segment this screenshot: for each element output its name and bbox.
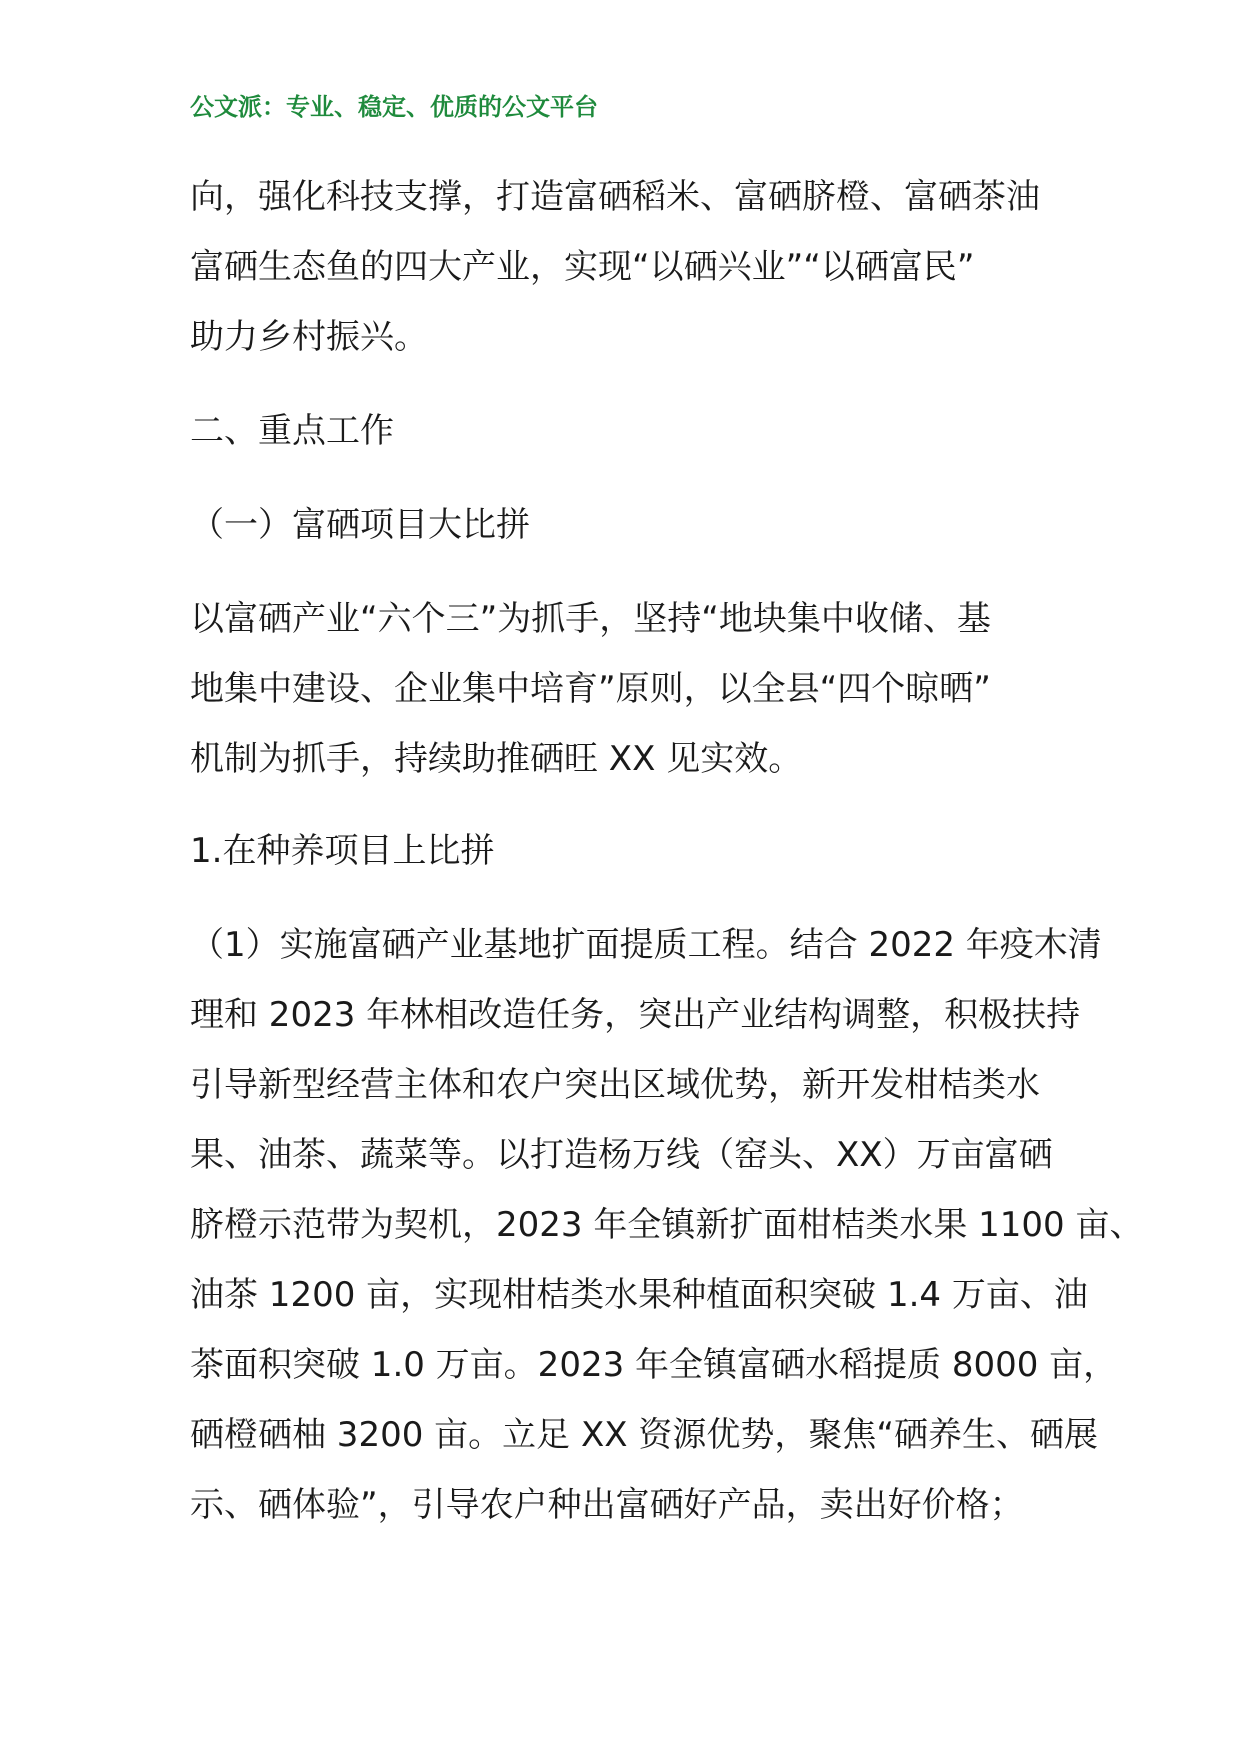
text-line: 引导新型经营主体和农户突出区域优势，新开发柑桔类水 bbox=[190, 1065, 1040, 1105]
text-line: 脐橙示范带为契机，2023 年全镇新扩面柑桔类水果 1100 亩、 bbox=[190, 1205, 1144, 1245]
subsection-heading: （一）富硒项目大比拼 bbox=[190, 505, 530, 545]
text-line: 机制为抓手，持续助推硒旺 XX 见实效。 bbox=[190, 739, 803, 779]
text-line: 向，强化科技支撑，打造富硒稻米、富硒脐橙、富硒茶油 bbox=[190, 177, 1040, 217]
item-heading: 1.在种养项目上比拼 bbox=[190, 831, 495, 871]
text-line: 果、油茶、蔬菜等。以打造杨万线（窑头、XX）万亩富硒 bbox=[190, 1135, 1053, 1175]
text-line: 油茶 1200 亩，实现柑桔类水果种植面积突破 1.4 万亩、油 bbox=[190, 1275, 1088, 1315]
text-line: 硒橙硒柚 3200 亩。立足 XX 资源优势，聚焦“硒养生、硒展 bbox=[190, 1415, 1098, 1455]
section-heading: 二、重点工作 bbox=[190, 411, 394, 451]
text-line: 地集中建设、企业集中培育”原则，以全县“四个晾晒” bbox=[190, 669, 991, 709]
text-line: （1）实施富硒产业基地扩面提质工程。结合 2022 年疫木清 bbox=[190, 925, 1102, 965]
text-line: 富硒生态鱼的四大产业，实现“以硒兴业”“以硒富民” bbox=[190, 247, 975, 287]
text-line: 以富硒产业“六个三”为抓手，坚持“地块集中收储、基 bbox=[190, 599, 991, 639]
text-line: 理和 2023 年林相改造任务，突出产业结构调整，积极扶持 bbox=[190, 995, 1081, 1035]
text-line: 助力乡村振兴。 bbox=[190, 317, 428, 357]
page-header: 公文派：专业、稳定、优质的公文平台 bbox=[190, 93, 598, 121]
text-line: 示、硒体验”，引导农户种出富硒好产品，卖出好价格； bbox=[190, 1485, 1024, 1525]
text-line: 茶面积突破 1.0 万亩。2023 年全镇富硒水稻提质 8000 亩， bbox=[190, 1345, 1118, 1385]
